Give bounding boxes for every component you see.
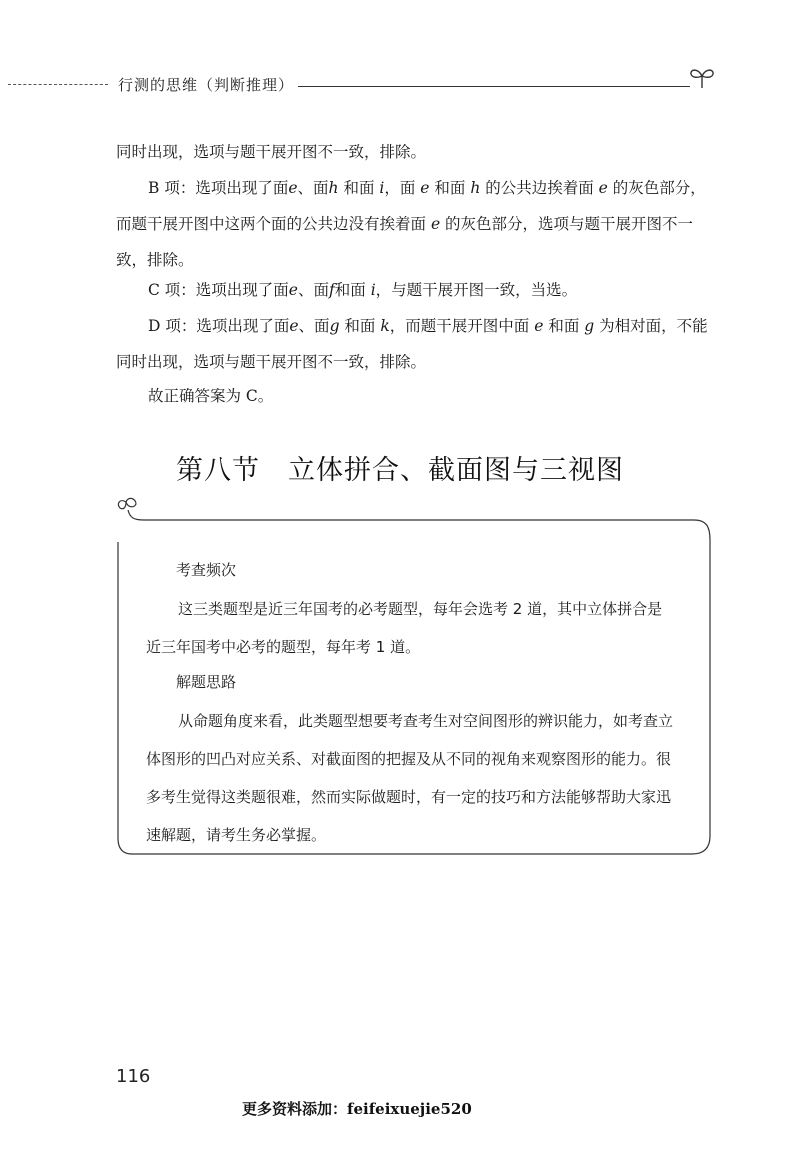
header-rule-right [278,86,690,87]
page-number: 116 [116,1066,151,1087]
running-header [0,62,800,102]
paragraph-option-c: C 项：选项出现了面e、面f和面 i，与题干展开图一致，当选。 [148,281,578,299]
header-rule-left [8,84,108,85]
label-frequency: 考查频次 [176,561,237,579]
info-box-content [146,558,676,854]
info-box [114,496,714,860]
text-approach: 从命题角度来看，此类题型想要考查考生对空间图形的辨识能力，如考查立体图形的凹凸对应关系、对截面图的把握及从不同的视角来观察图形的能力。很多考生觉得这类题很难，然而实际做题时，有一定的技巧和方法能够帮助大家迅速解题，请考生务必掌握。 [146,712,674,844]
sprout-icon [118,498,136,508]
paragraph-answer: 故正确答案为 C。 [148,387,274,405]
sprout-icon [688,66,716,90]
label-approach: 解题思路 [176,673,237,691]
footer-note: 更多资料添加：feifeixuejie520 [242,1100,472,1118]
paragraph-option-d: D 项：选项出现了面e、面g 和面 k，而题干展开图中面 e 和面 g 为相对面，不能同时出现，选项与题干展开图不一致，排除。 [116,317,708,371]
section-title: 第八节 立体拼合、截面图与三视图 [176,455,624,486]
text-frequency: 这三类题型是近三年国考的必考题型，每年会选考 2 道，其中立体拼合是近三年国考中必考的题型，每年考 1 道。 [146,600,663,656]
paragraph-continuation: 同时出现，选项与题干展开图不一致，排除。 [116,143,427,161]
header-title: 行测的思维（判断推理） [114,74,298,95]
paragraph-option-b: B 项：选项出现了面e、面h 和面 i，面 e 和面 h 的公共边挨着面 e 的灰色部分，而题干展开图中这两个面的公共边没有挨着面 e 的灰色部分，选项与题干展开图不一致，排除。 [116,179,706,269]
